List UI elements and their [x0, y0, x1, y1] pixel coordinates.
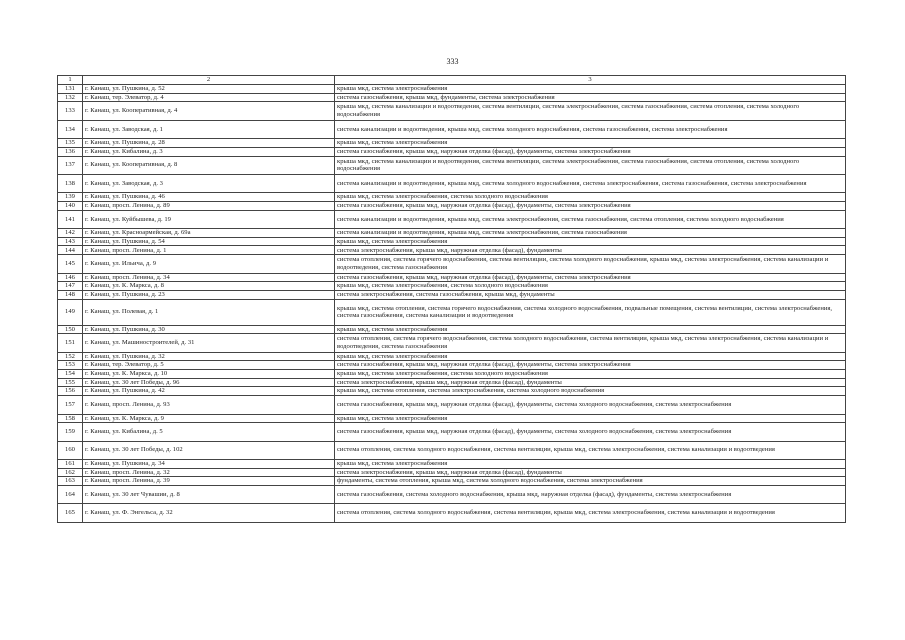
row-address: г. Канаш, просп. Ленина, д. 93 — [83, 396, 335, 414]
row-address: г. Канаш, просп. Ленина, д. 1 — [83, 246, 335, 255]
row-number: 134 — [58, 120, 83, 138]
row-works: крыша мкд, система электроснабжения — [335, 237, 846, 246]
row-works: крыша мкд, система электроснабжения, система холодного водоснабжения — [335, 370, 846, 379]
table-row — [58, 255, 846, 273]
row-number: 141 — [58, 210, 83, 228]
row-number: 159 — [58, 423, 83, 441]
table-row — [58, 325, 846, 334]
row-number: 152 — [58, 352, 83, 361]
row-works: система газоснабжения, крыша мкд, наружная отделка (фасад), фундаменты, система холодного водоснабжения, система электроснабжения — [335, 396, 846, 414]
row-works: крыша мкд, система канализации и водоотведения, система вентиляции, система электроснабжения, система газоснабжения, система отопления, система холодного водоснабжения — [335, 102, 846, 120]
row-address: г. Канаш, ул. 30 лет Победы, д. 96 — [83, 378, 335, 387]
row-address: г. Канаш, ул. 30 лет Победы, д. 102 — [83, 441, 335, 459]
table-row — [58, 147, 846, 156]
table-row — [58, 299, 846, 325]
row-number: 154 — [58, 370, 83, 379]
row-address: г. Канаш, просп. Ленина, д. 89 — [83, 202, 335, 211]
table-row — [58, 486, 846, 504]
row-address: г. Канаш, ул. Пушкина, д. 54 — [83, 237, 335, 246]
table-header-row — [58, 76, 846, 85]
row-address: г. Канаш, ул. Пушкина, д. 30 — [83, 325, 335, 334]
row-works: крыша мкд, система электроснабжения — [335, 352, 846, 361]
row-works: система газоснабжения, крыша мкд, фундаменты, система электроснабжения — [335, 93, 846, 102]
row-number: 157 — [58, 396, 83, 414]
row-number: 131 — [58, 85, 83, 94]
row-number: 155 — [58, 378, 83, 387]
table-row — [58, 290, 846, 299]
row-works: система канализации и водоотведения, крыша мкд, система холодного водоснабжения, система газоснабжения, система электроснабжения — [335, 120, 846, 138]
row-number: 151 — [58, 334, 83, 352]
row-address: г. Канаш, ул. Кибалина, д. 5 — [83, 423, 335, 441]
row-address: г. Канаш, ул. Заводская, д. 1 — [83, 120, 335, 138]
row-address: г. Канаш, ул. Пушкина, д. 32 — [83, 352, 335, 361]
table-row — [58, 120, 846, 138]
row-works: крыша мкд, система электроснабжения — [335, 139, 846, 148]
table-row — [58, 387, 846, 396]
row-works: система газоснабжения, крыша мкд, наружная отделка (фасад), фундаменты, система электроснабжения — [335, 202, 846, 211]
row-number: 144 — [58, 246, 83, 255]
row-number: 137 — [58, 156, 83, 174]
row-number: 140 — [58, 202, 83, 211]
row-number: 161 — [58, 459, 83, 468]
table-row — [58, 334, 846, 352]
table-row — [58, 361, 846, 370]
table-row — [58, 352, 846, 361]
table-row — [58, 370, 846, 379]
row-address: г. Канаш, ул. Ильича, д. 9 — [83, 255, 335, 273]
row-works: система электроснабжения, система газоснабжения, крыша мкд, фундаменты — [335, 290, 846, 299]
table-row — [58, 378, 846, 387]
row-works: система канализации и водоотведения, крыша мкд, система электроснабжения, система газоснабжения — [335, 229, 846, 238]
row-works: система электроснабжения, крыша мкд, наружная отделка (фасад), фундаменты — [335, 468, 846, 477]
row-works: система отопления, система холодного водоснабжения, система вентиляции, крыша мкд, система электроснабжения, система канализации и водоотведения — [335, 441, 846, 459]
row-address: г. Канаш, ул. Заводская, д. 3 — [83, 174, 335, 192]
row-address: г. Канаш, ул. Пушкина, д. 23 — [83, 290, 335, 299]
row-number: 164 — [58, 486, 83, 504]
table-row — [58, 193, 846, 202]
table-row — [58, 468, 846, 477]
row-address: г. Канаш, ул. Полевая, д. 1 — [83, 299, 335, 325]
table-row — [58, 85, 846, 94]
row-address: г. Канаш, ул. Пушкина, д. 34 — [83, 459, 335, 468]
row-address: г. Канаш, тер. Элеватор, д. 4 — [83, 93, 335, 102]
row-number: 160 — [58, 441, 83, 459]
row-address: г. Канаш, ул. Куйбышева, д. 19 — [83, 210, 335, 228]
table-row — [58, 156, 846, 174]
table-row — [58, 504, 846, 522]
row-address: г. Канаш, просп. Ленина, д. 32 — [83, 468, 335, 477]
row-address: г. Канаш, ул. К. Маркса, д. 9 — [83, 414, 335, 423]
row-address: г. Канаш, ул. Пушкина, д. 28 — [83, 139, 335, 148]
row-number: 158 — [58, 414, 83, 423]
header-col-3: 3 — [335, 76, 846, 85]
row-works: система канализации и водоотведения, крыша мкд, система холодного водоснабжения, система электроснабжения, система газоснабжения, система электроснабжения — [335, 174, 846, 192]
row-works: система газоснабжения, крыша мкд, наружная отделка (фасад), фундаменты, система электроснабжения — [335, 273, 846, 282]
table-row — [58, 477, 846, 486]
table-row — [58, 246, 846, 255]
row-address: г. Канаш, ул. К. Маркса, д. 10 — [83, 370, 335, 379]
row-number: 147 — [58, 282, 83, 291]
row-number: 132 — [58, 93, 83, 102]
table-row — [58, 102, 846, 120]
page-number: 333 — [446, 57, 459, 66]
row-number: 139 — [58, 193, 83, 202]
row-works: крыша мкд, система электроснабжения — [335, 459, 846, 468]
table-row — [58, 210, 846, 228]
row-works: система газоснабжения, крыша мкд, наружная отделка (фасад), фундаменты, система холодного водоснабжения, система электроснабжения — [335, 423, 846, 441]
row-works: система газоснабжения, система холодного водоснабжения, крыша мкд, наружная отделка (фасад), фундаменты, система электроснабжения — [335, 486, 846, 504]
row-number: 138 — [58, 174, 83, 192]
row-number: 163 — [58, 477, 83, 486]
table-row — [58, 423, 846, 441]
row-number: 153 — [58, 361, 83, 370]
table-row — [58, 229, 846, 238]
table-row — [58, 441, 846, 459]
table-row — [58, 202, 846, 211]
row-address: г. Канаш, просп. Ленина, д. 39 — [83, 477, 335, 486]
row-works: крыша мкд, система электроснабжения — [335, 85, 846, 94]
row-address: г. Канаш, ул. Кибалина, д. 3 — [83, 147, 335, 156]
row-works: крыша мкд, система канализации и водоотведения, система вентиляции, система электроснабжения, система газоснабжения, система отопления, система холодного водоснабжения — [335, 156, 846, 174]
row-address: г. Канаш, ул. Красноармейская, д. 69а — [83, 229, 335, 238]
table-row — [58, 139, 846, 148]
header-col-2: 2 — [83, 76, 335, 85]
row-number: 150 — [58, 325, 83, 334]
table-row — [58, 396, 846, 414]
row-number: 149 — [58, 299, 83, 325]
row-address: г. Канаш, тер. Элеватор, д. 5 — [83, 361, 335, 370]
row-works: система отопления, система горячего водоснабжения, система вентиляции, система холодного водоснабжения, крыша мкд, система электроснабжения, система канализации и водоотведения, система газоснабжения — [335, 255, 846, 273]
table-row — [58, 93, 846, 102]
row-works: система электроснабжения, крыша мкд, наружная отделка (фасад), фундаменты — [335, 246, 846, 255]
row-number: 146 — [58, 273, 83, 282]
row-number: 148 — [58, 290, 83, 299]
row-number: 145 — [58, 255, 83, 273]
row-number: 135 — [58, 139, 83, 148]
row-address: г. Канаш, ул. Кооперативная, д. 8 — [83, 156, 335, 174]
table-row — [58, 237, 846, 246]
row-number: 143 — [58, 237, 83, 246]
row-address: г. Канаш, ул. 30 лет Чувашии, д. 8 — [83, 486, 335, 504]
row-works: система газоснабжения, крыша мкд, наружная отделка (фасад), фундаменты, система электроснабжения — [335, 147, 846, 156]
row-works: система газоснабжения, крыша мкд, наружная отделка (фасад), фундаменты, система электроснабжения — [335, 361, 846, 370]
table-row — [58, 174, 846, 192]
row-address: г. Канаш, ул. Машиностроителей, д. 31 — [83, 334, 335, 352]
row-address: г. Канаш, ул. Пушкина, д. 52 — [83, 85, 335, 94]
row-number: 133 — [58, 102, 83, 120]
row-number: 165 — [58, 504, 83, 522]
table-row — [58, 459, 846, 468]
row-number: 142 — [58, 229, 83, 238]
row-works: система электроснабжения, крыша мкд, наружная отделка (фасад), фундаменты — [335, 378, 846, 387]
row-works: система отопления, система горячего водоснабжения, система холодного водоснабжения, система вентиляции, крыша мкд, система электроснабжения, система канализации и водоотведения, система газоснабжения — [335, 334, 846, 352]
row-works: крыша мкд, система электроснабжения, система холодного водоснабжения — [335, 282, 846, 291]
row-works: крыша мкд, система отопления, система электроснабжения, система холодного водоснабжения — [335, 387, 846, 396]
row-number: 136 — [58, 147, 83, 156]
table-row — [58, 273, 846, 282]
row-address: г. Канаш, ул. Пушкина, д. 42 — [83, 387, 335, 396]
row-works: крыша мкд, система электроснабжения — [335, 325, 846, 334]
row-address: г. Канаш, ул. Ф. Энгельса, д. 32 — [83, 504, 335, 522]
table-row — [58, 282, 846, 291]
works-table — [57, 75, 846, 523]
row-works: система отопления, система холодного водоснабжения, система вентиляции, крыша мкд, система электроснабжения, система канализации и водоотведения — [335, 504, 846, 522]
row-address: г. Канаш, ул. К. Маркса, д. 8 — [83, 282, 335, 291]
row-works: крыша мкд, система электроснабжения, система холодного водоснабжения — [335, 193, 846, 202]
row-address: г. Канаш, просп. Ленина, д. 34 — [83, 273, 335, 282]
row-number: 156 — [58, 387, 83, 396]
row-works: система канализации и водоотведения, крыша мкд, система электроснабжения, система газоснабжения, система отопления, система холодного водоснабжения — [335, 210, 846, 228]
row-address: г. Канаш, ул. Пушкина, д. 46 — [83, 193, 335, 202]
row-address: г. Канаш, ул. Кооперативная, д. 4 — [83, 102, 335, 120]
table-row — [58, 414, 846, 423]
row-works: крыша мкд, система электроснабжения — [335, 414, 846, 423]
row-works: крыша мкд, система отопления, система горячего водоснабжения, система холодного водоснабжения, подвальные помещения, система вентиляции, система электроснабжения, система газоснабжения, система канализации и водоотведения — [335, 299, 846, 325]
header-col-1: 1 — [58, 76, 83, 85]
row-works: фундаменты, система отопления, крыша мкд, система холодного водоснабжения, система электроснабжения — [335, 477, 846, 486]
row-number: 162 — [58, 468, 83, 477]
